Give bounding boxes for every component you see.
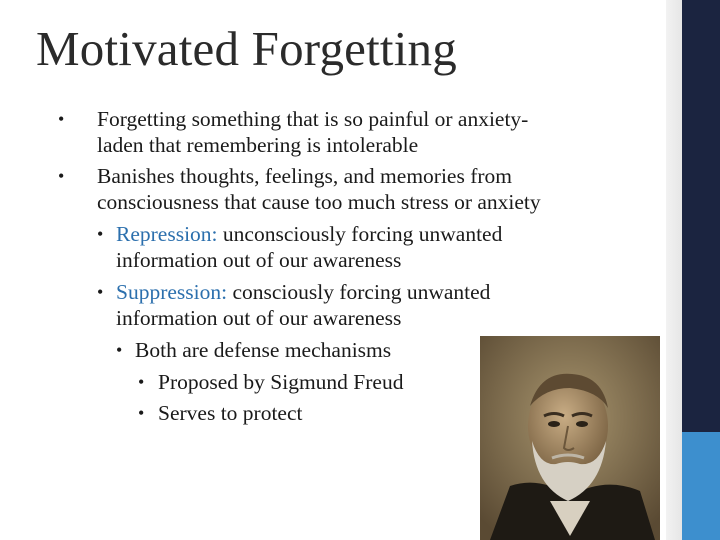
sidebar-accent [682,432,720,540]
term-repression: Repression: [116,222,218,246]
bullet-line: Proposed by Sigmund Freud [158,370,404,394]
bullet-line: Banishes thoughts, feelings, and memories from [97,164,512,188]
bullet-dot: • [58,166,65,186]
bullet-item [138,369,488,395]
bullet-item [116,337,495,363]
bullet-item [138,400,488,426]
portrait-photo [480,336,660,540]
bullet-item [58,106,657,158]
slide-title: Motivated Forgetting [36,21,457,76]
bullet-item [97,279,616,331]
decorative-strip [666,0,682,540]
bullet-line: consciousness that cause too much stress or anxiety [97,190,541,214]
bullet-dot: • [116,340,123,360]
portrait-illustration [480,336,660,540]
bullet-line: laden that remembering is intolerable [97,133,419,157]
bullet-line [116,279,616,305]
bullet-dot: • [138,372,145,392]
bullet-dot: • [97,282,104,302]
bullet-line: Both are defense mechanisms [135,338,392,362]
term-suppression: Suppression: [116,280,228,304]
bullet-item [58,163,657,215]
bullet-line: information out of our awareness [116,306,402,330]
bullet-text: unconsciously forcing unwanted [217,222,503,246]
bullet-dot: • [138,403,145,423]
bullet-dot: • [97,224,104,244]
bullet-line: information out of our awareness [116,248,402,272]
bullet-line [116,221,616,247]
bullet-text: consciously forcing unwanted [227,280,491,304]
bullet-dot: • [58,109,65,129]
bullet-line: Forgetting something that is so painful or anxiety- [97,107,529,131]
bullet-item [97,221,616,273]
bullet-line: Serves to protect [158,401,303,425]
